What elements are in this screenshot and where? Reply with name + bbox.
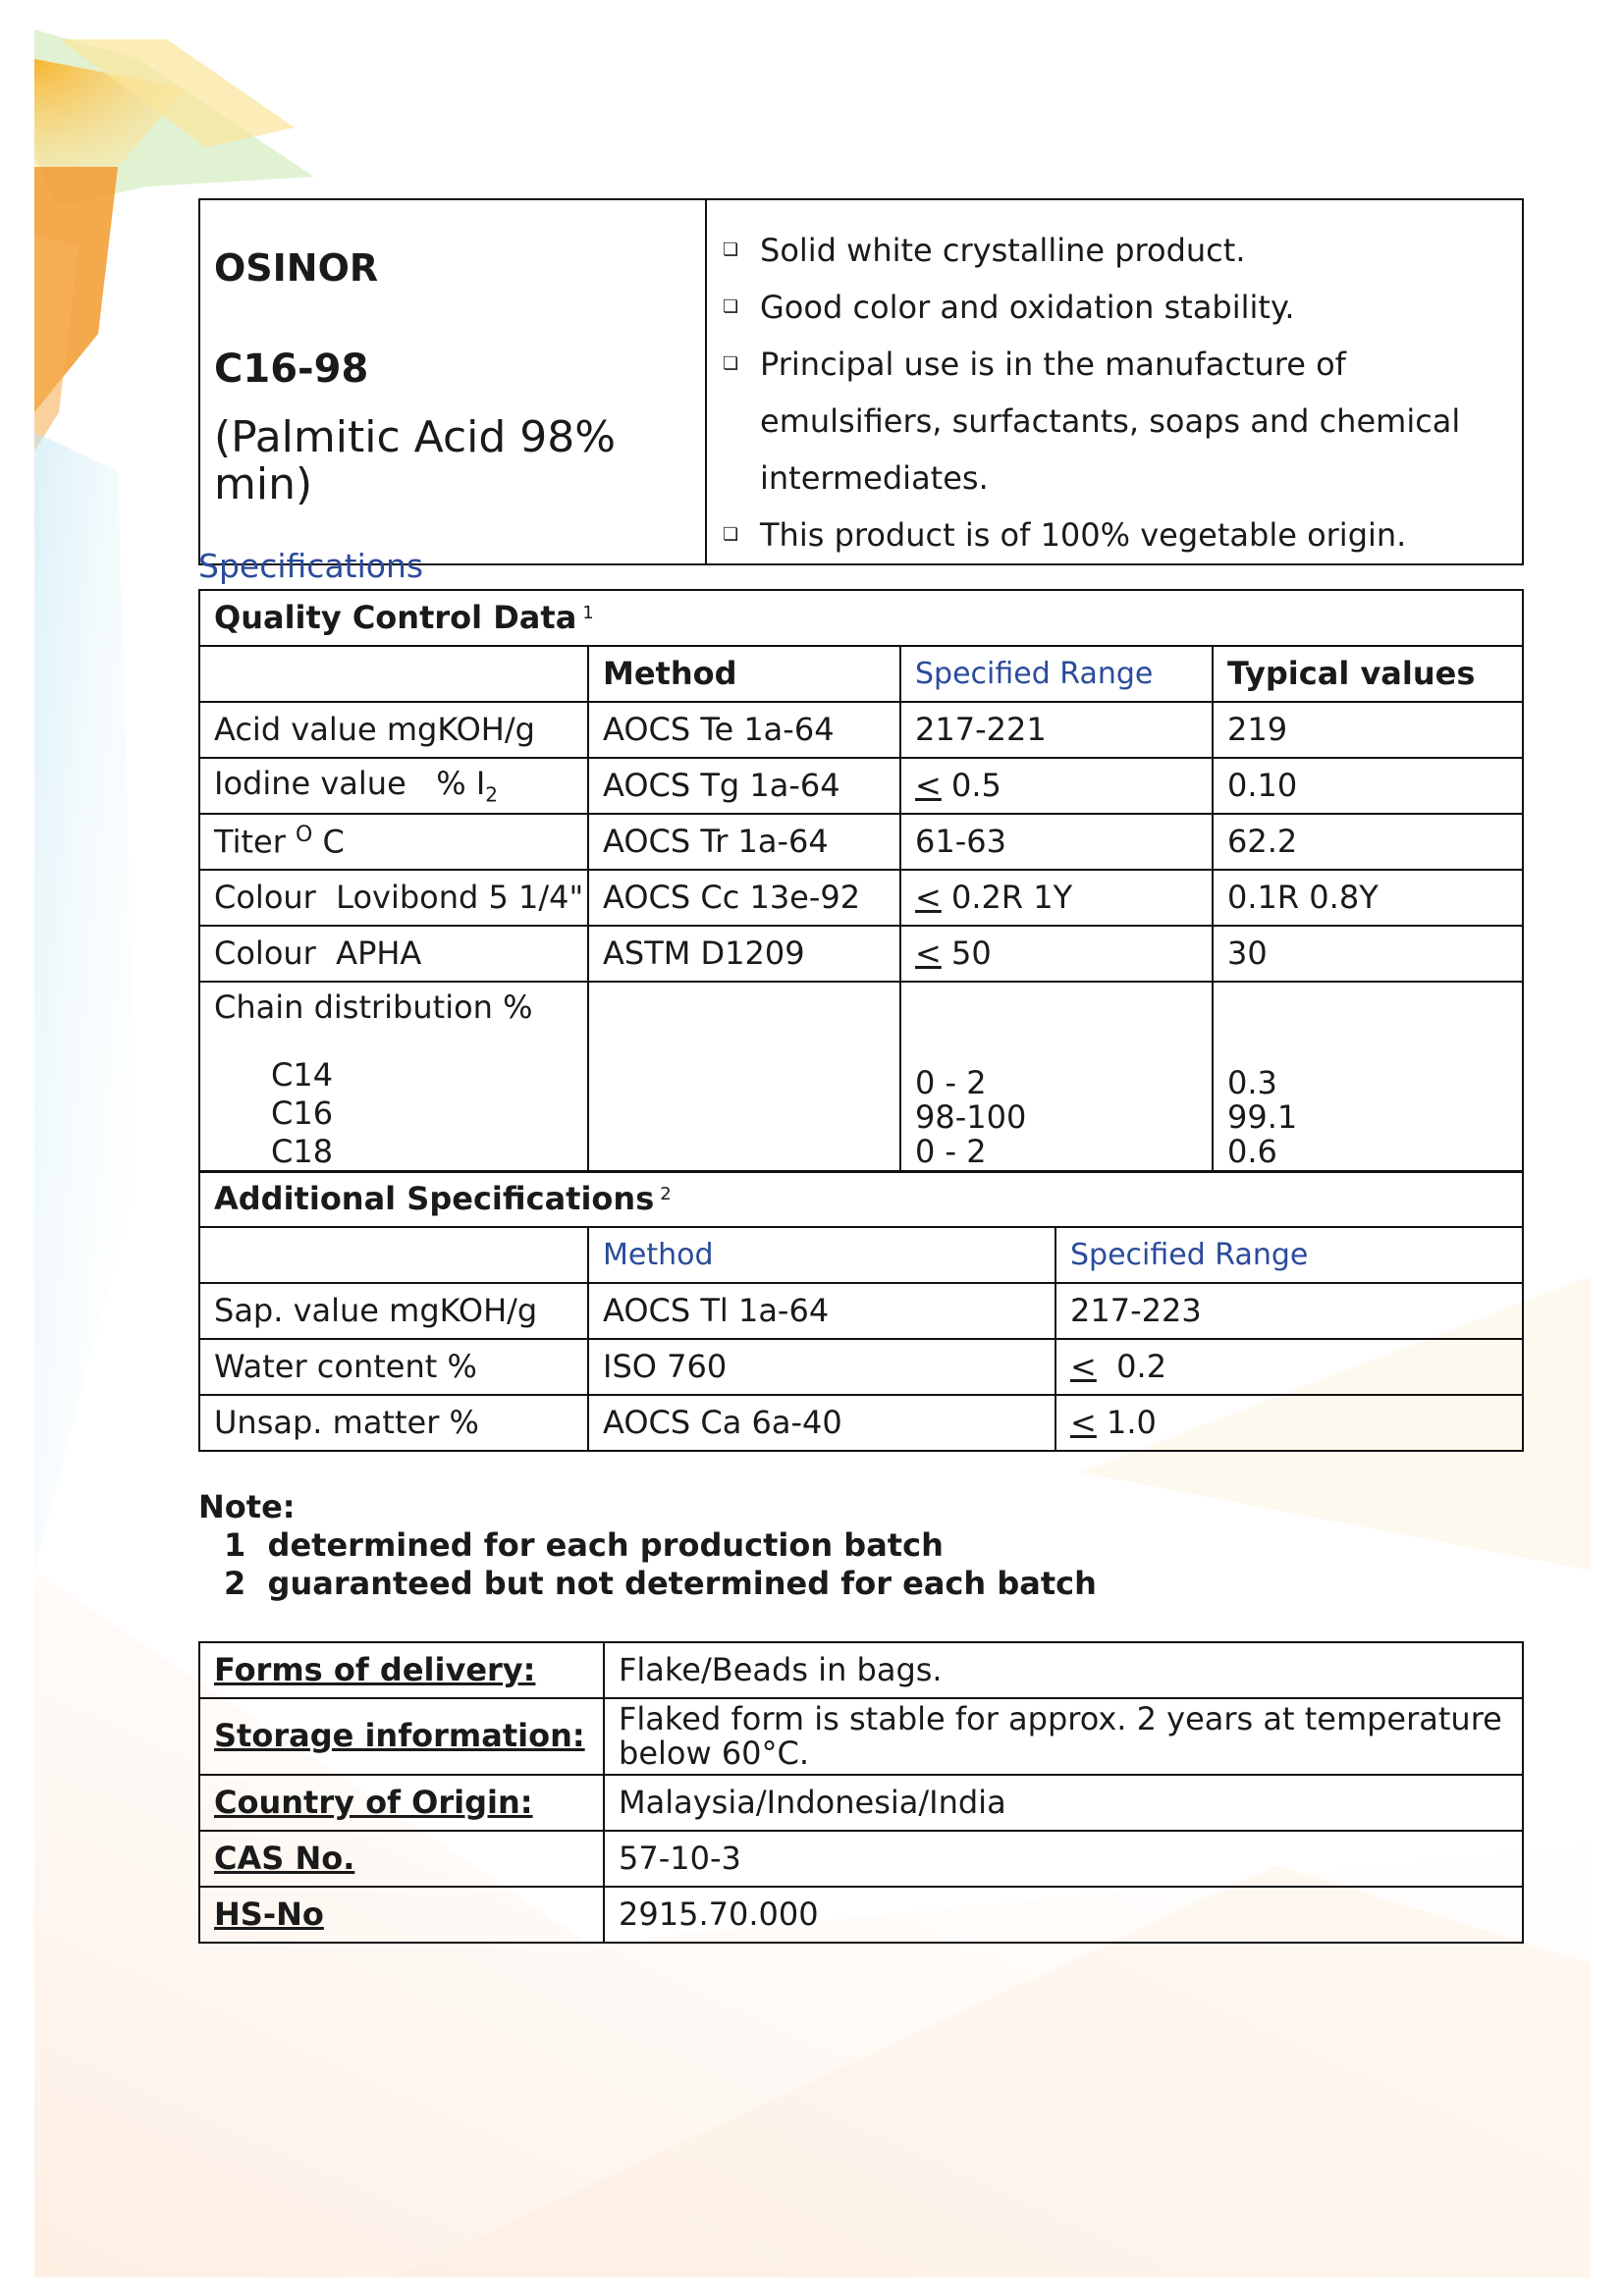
quality-control-table <box>198 589 1524 1173</box>
table-row: CAS No. 57-10-3 <box>199 1831 1523 1887</box>
product-code: C16-98 <box>214 347 369 392</box>
quality-control-heading: Quality Control Data $^1$ <box>199 590 1523 646</box>
table-row: Unsap. matter % AOCS Ca 6a-40 < 1.0 <box>199 1395 1523 1451</box>
product-name: OSINOR <box>214 246 379 290</box>
table-row: Country of Origin: Malaysia/Indonesia/India <box>199 1775 1523 1831</box>
note-item: 1 determined for each production batch <box>224 1526 944 1564</box>
table-header-row <box>199 1227 1523 1283</box>
table-row: Iodine value % $I_2$ AOCS Tg 1a-64 < 0.5 0.10 <box>199 758 1523 814</box>
table-row: Titer $^O$ C AOCS Tr 1a-64 61-63 62.2 <box>199 814 1523 870</box>
column-header-range: Specified Range <box>900 646 1213 702</box>
notes-section <box>198 1488 1097 1603</box>
table-row: Colour Lovibond 5 1/4" AOCS Cc 13e-92 < 0.2R 1Y 0.1R 0.8Y <box>199 870 1523 926</box>
delivery-info-table <box>198 1641 1524 1944</box>
notes-label: Note: <box>198 1488 296 1525</box>
checkbox-bullet-icon: ❏ <box>723 296 739 317</box>
column-header-method: Method <box>588 1227 1055 1283</box>
features-cell <box>706 199 1523 564</box>
product-identity-cell <box>199 199 706 564</box>
feature-item: ❏ Good color and oxidation stability. <box>723 279 1508 336</box>
checkbox-bullet-icon: ❏ <box>723 353 739 374</box>
feature-item: ❏ This product is of 100% vegetable origin. <box>723 507 1508 563</box>
product-header-box <box>198 198 1524 565</box>
table-row: HS-No 2915.70.000 <box>199 1887 1523 1943</box>
product-description: (Palmitic Acid 98% min) <box>214 412 617 510</box>
table-row: Water content % ISO 760 < 0.2 <box>199 1339 1523 1395</box>
additional-specifications-table <box>198 1170 1524 1452</box>
table-row: Forms of delivery: Flake/Beads in bags. <box>199 1642 1523 1698</box>
column-header-range: Specified Range <box>1055 1227 1523 1283</box>
feature-item: ❏ Principal use is in the manufacture of emulsifiers, surfactants, soaps and chemical intermediates. <box>723 336 1508 507</box>
specifications-heading: Specifications <box>198 547 424 585</box>
additional-specifications-heading: Additional Specifications $^2$ <box>199 1171 1523 1227</box>
checkbox-bullet-icon: ❏ <box>723 240 739 260</box>
chain-distribution-row: Chain distribution % C14 C16 C18 0 - 2 98-100 0 - 2 0.3 99.1 0.6 <box>199 982 1523 1172</box>
table-header-row <box>199 646 1523 702</box>
chain-distribution-label: Chain distribution % <box>214 988 533 1026</box>
column-header-method: Method <box>588 646 900 702</box>
note-item: 2 guaranteed but not determined for each batch <box>224 1565 1097 1602</box>
table-row: Sap. value mgKOH/g AOCS Tl 1a-64 217-223 <box>199 1283 1523 1339</box>
table-row: Acid value mgKOH/g AOCS Te 1a-64 217-221 219 <box>199 702 1523 758</box>
feature-item: ❏ Solid white crystalline product. <box>723 222 1508 279</box>
table-row: Storage information: Flaked form is stable for approx. 2 years at temperature below 60°C. <box>199 1698 1523 1775</box>
checkbox-bullet-icon: ❏ <box>723 524 739 545</box>
table-row: Colour APHA ASTM D1209 < 50 30 <box>199 926 1523 982</box>
column-header-typical: Typical values <box>1213 646 1523 702</box>
